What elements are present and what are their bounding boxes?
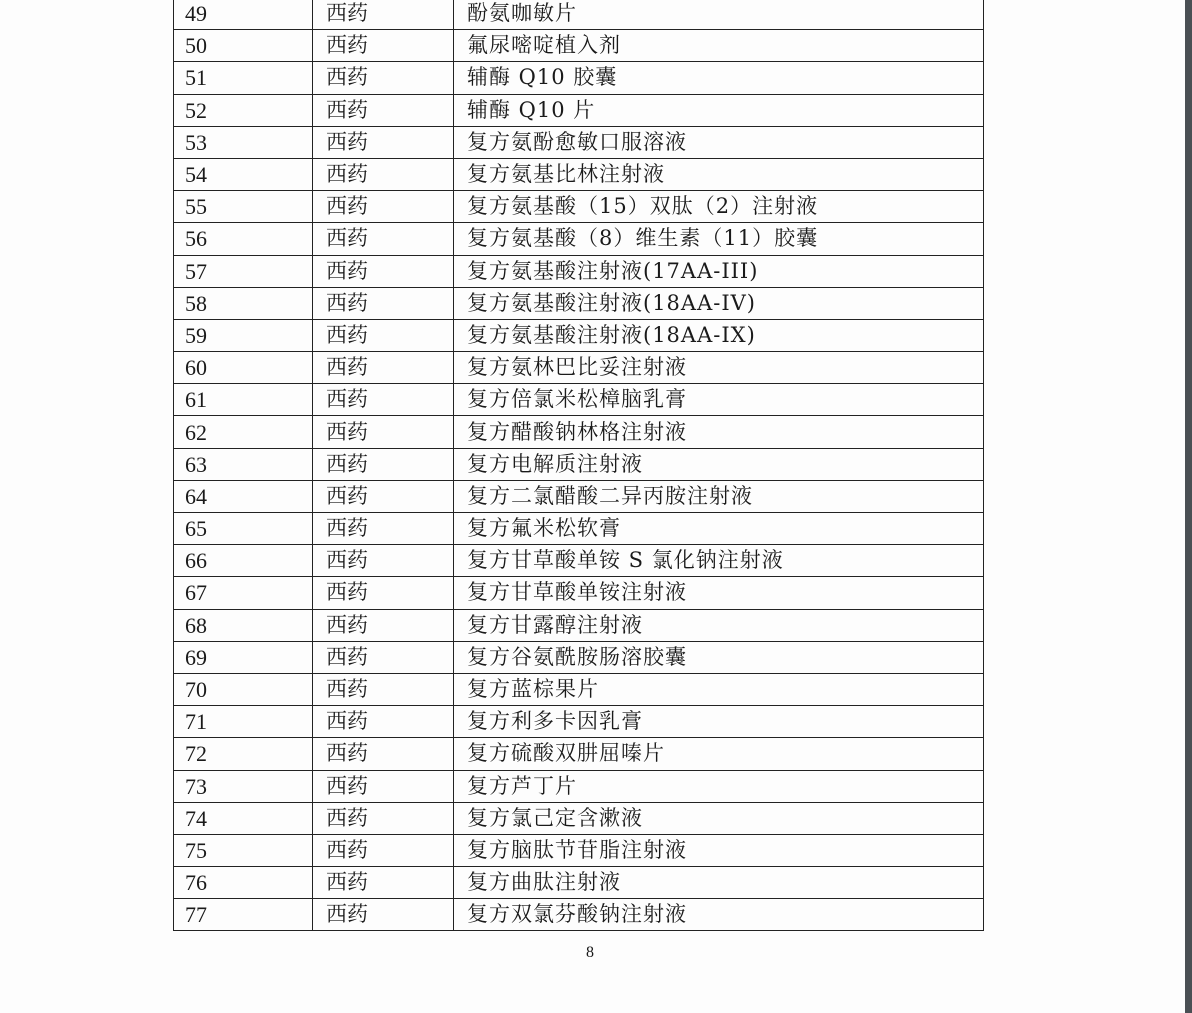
row-category: 西药 [313, 867, 454, 899]
table-row [174, 899, 984, 931]
row-drug-name: 复方甘草酸单铵注射液 [454, 577, 984, 609]
row-category: 西药 [313, 770, 454, 802]
row-number: 49 [174, 0, 313, 30]
row-category: 西药 [313, 319, 454, 351]
table-row [174, 94, 984, 126]
row-drug-name: 复方二氯醋酸二异丙胺注射液 [454, 480, 984, 512]
row-drug-name: 复方醋酸钠林格注射液 [454, 416, 984, 448]
table-row [174, 0, 984, 30]
row-number: 71 [174, 706, 313, 738]
table-row [174, 62, 984, 94]
row-category: 西药 [313, 673, 454, 705]
row-number: 62 [174, 416, 313, 448]
table-row [174, 706, 984, 738]
row-number: 74 [174, 802, 313, 834]
row-number: 63 [174, 448, 313, 480]
table-row [174, 191, 984, 223]
row-category: 西药 [313, 352, 454, 384]
row-category: 西药 [313, 834, 454, 866]
row-number: 75 [174, 834, 313, 866]
row-drug-name: 辅酶 Q10 片 [454, 94, 984, 126]
row-number: 59 [174, 319, 313, 351]
row-category: 西药 [313, 448, 454, 480]
row-category: 西药 [313, 480, 454, 512]
row-category: 西药 [313, 609, 454, 641]
row-drug-name: 复方甘露醇注射液 [454, 609, 984, 641]
row-number: 54 [174, 158, 313, 190]
table-row [174, 352, 984, 384]
row-drug-name: 复方氨林巴比妥注射液 [454, 352, 984, 384]
row-number: 51 [174, 62, 313, 94]
table-row [174, 609, 984, 641]
row-drug-name: 复方氯己定含漱液 [454, 802, 984, 834]
row-number: 65 [174, 513, 313, 545]
row-drug-name: 辅酶 Q10 胶囊 [454, 62, 984, 94]
table-row [174, 770, 984, 802]
row-number: 69 [174, 641, 313, 673]
row-drug-name: 氟尿嘧啶植入剂 [454, 30, 984, 62]
row-drug-name: 复方氨基酸注射液(18AA-IV) [454, 287, 984, 319]
row-drug-name: 复方双氯芬酸钠注射液 [454, 899, 984, 931]
row-category: 西药 [313, 126, 454, 158]
table-row [174, 416, 984, 448]
row-drug-name: 复方脑肽节苷脂注射液 [454, 834, 984, 866]
table-row [174, 255, 984, 287]
table-row [174, 384, 984, 416]
row-number: 70 [174, 673, 313, 705]
row-number: 72 [174, 738, 313, 770]
row-drug-name: 复方芦丁片 [454, 770, 984, 802]
row-category: 西药 [313, 384, 454, 416]
drug-list-table [173, 0, 984, 931]
row-category: 西药 [313, 255, 454, 287]
row-category: 西药 [313, 577, 454, 609]
row-category: 西药 [313, 158, 454, 190]
page-number: 8 [586, 944, 594, 961]
row-drug-name: 复方氨基酸（15）双肽（2）注射液 [454, 191, 984, 223]
row-number: 61 [174, 384, 313, 416]
table-row [174, 126, 984, 158]
row-category: 西药 [313, 706, 454, 738]
row-number: 58 [174, 287, 313, 319]
row-number: 66 [174, 545, 313, 577]
row-category: 西药 [313, 416, 454, 448]
table-row [174, 448, 984, 480]
row-category: 西药 [313, 287, 454, 319]
table-row [174, 30, 984, 62]
row-category: 西药 [313, 62, 454, 94]
row-drug-name: 复方利多卡因乳膏 [454, 706, 984, 738]
row-drug-name: 复方氨基酸（8）维生素（11）胶囊 [454, 223, 984, 255]
table-row [174, 545, 984, 577]
table-row [174, 802, 984, 834]
row-number: 64 [174, 480, 313, 512]
row-drug-name: 复方倍氯米松樟脑乳膏 [454, 384, 984, 416]
row-category: 西药 [313, 641, 454, 673]
row-drug-name: 复方氨基比林注射液 [454, 158, 984, 190]
row-drug-name: 复方电解质注射液 [454, 448, 984, 480]
row-number: 60 [174, 352, 313, 384]
row-drug-name: 复方氨基酸注射液(18AA-IX) [454, 319, 984, 351]
row-category: 西药 [313, 0, 454, 30]
row-drug-name: 复方氟米松软膏 [454, 513, 984, 545]
table-row [174, 673, 984, 705]
row-drug-name: 复方氨基酸注射液(17AA-III) [454, 255, 984, 287]
table-row [174, 287, 984, 319]
table-row [174, 641, 984, 673]
row-number: 73 [174, 770, 313, 802]
viewer-edge-scrollbar[interactable] [1185, 0, 1192, 1013]
table-row [174, 513, 984, 545]
row-number: 68 [174, 609, 313, 641]
row-drug-name: 复方甘草酸单铵 S 氯化钠注射液 [454, 545, 984, 577]
row-number: 56 [174, 223, 313, 255]
row-drug-name: 复方谷氨酰胺肠溶胶囊 [454, 641, 984, 673]
row-number: 76 [174, 867, 313, 899]
row-drug-name: 酚氨咖敏片 [454, 0, 984, 30]
row-number: 53 [174, 126, 313, 158]
row-category: 西药 [313, 738, 454, 770]
table-row [174, 319, 984, 351]
row-number: 77 [174, 899, 313, 931]
row-category: 西药 [313, 30, 454, 62]
row-number: 55 [174, 191, 313, 223]
row-category: 西药 [313, 513, 454, 545]
row-category: 西药 [313, 223, 454, 255]
row-number: 50 [174, 30, 313, 62]
table-row [174, 834, 984, 866]
table-row [174, 738, 984, 770]
row-number: 67 [174, 577, 313, 609]
row-drug-name: 复方蓝棕果片 [454, 673, 984, 705]
table-row [174, 480, 984, 512]
row-category: 西药 [313, 545, 454, 577]
row-drug-name: 复方曲肽注射液 [454, 867, 984, 899]
row-number: 52 [174, 94, 313, 126]
table-row [174, 223, 984, 255]
row-drug-name: 复方硫酸双肼屈嗪片 [454, 738, 984, 770]
row-number: 57 [174, 255, 313, 287]
table-row [174, 867, 984, 899]
row-category: 西药 [313, 191, 454, 223]
table-row [174, 577, 984, 609]
table-row [174, 158, 984, 190]
row-drug-name: 复方氨酚愈敏口服溶液 [454, 126, 984, 158]
row-category: 西药 [313, 899, 454, 931]
row-category: 西药 [313, 802, 454, 834]
row-category: 西药 [313, 94, 454, 126]
